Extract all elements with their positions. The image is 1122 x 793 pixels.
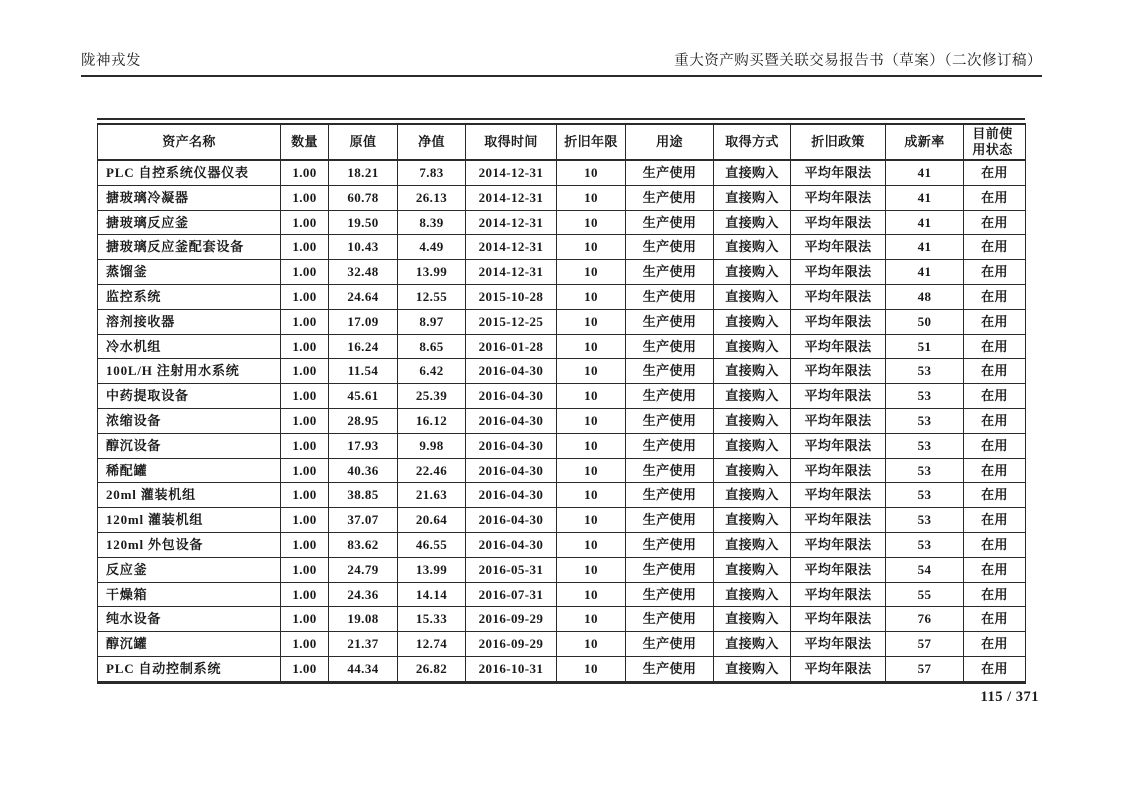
table-cell: 平均年限法 [791,160,886,185]
column-header-label: 目前使用状态 [972,126,1013,157]
table-cell: 1.00 [281,309,329,334]
table-cell: 生产使用 [626,656,714,682]
table-cell: 21.63 [398,483,466,508]
table-row [98,235,1026,260]
table-cell: 2016-10-31 [466,656,557,682]
table-cell: 57 [886,632,964,657]
table-row [98,458,1026,483]
table-cell: 10 [557,309,626,334]
table-cell: 在用 [964,582,1026,607]
table-cell: 1.00 [281,607,329,632]
table-cell: 4.49 [398,235,466,260]
table-cell: 24.64 [329,284,398,309]
table-cell: 1.00 [281,235,329,260]
table-cell: 直接购入 [714,532,791,557]
table-cell: 2016-05-31 [466,557,557,582]
table-cell: 10 [557,334,626,359]
table-cell: 8.97 [398,309,466,334]
table-cell: 10 [557,160,626,185]
table-cell: 2016-04-30 [466,433,557,458]
table-cell: 直接购入 [714,607,791,632]
table-cell: 平均年限法 [791,185,886,210]
table-cell: 1.00 [281,384,329,409]
table-cell: 平均年限法 [791,508,886,533]
table-cell: 1.00 [281,632,329,657]
table-cell: 2015-12-25 [466,309,557,334]
column-header [791,124,886,160]
column-header-label: 取得时间 [484,134,538,150]
table-cell: 28.95 [329,408,398,433]
table-cell: 10 [557,384,626,409]
table-cell: 2016-01-28 [466,334,557,359]
table-cell: 直接购入 [714,309,791,334]
table-row [98,557,1026,582]
table-cell: 10 [557,284,626,309]
table-cell: 10 [557,359,626,384]
table-cell: 平均年限法 [791,284,886,309]
table-row [98,359,1026,384]
table-cell: 2016-09-29 [466,607,557,632]
table-cell: 54 [886,557,964,582]
table-cell: 直接购入 [714,185,791,210]
table-cell: 2016-04-30 [466,532,557,557]
table-cell: 1.00 [281,260,329,285]
table-cell: 24.36 [329,582,398,607]
table-cell: 40.36 [329,458,398,483]
table-cell: 在用 [964,260,1026,285]
table-cell: 53 [886,483,964,508]
table-cell: 19.08 [329,607,398,632]
asset-name-cell: 120ml 灌装机组 [98,508,281,533]
table-row [98,483,1026,508]
column-header-label: 取得方式 [725,134,779,150]
table-cell: 2016-04-30 [466,483,557,508]
table-cell: 平均年限法 [791,483,886,508]
table-cell: 8.39 [398,210,466,235]
table-cell: 2016-09-29 [466,632,557,657]
table-cell: 10 [557,632,626,657]
column-header-label: 用途 [656,134,683,150]
table-cell: 1.00 [281,458,329,483]
table-cell: 16.24 [329,334,398,359]
table-cell: 生产使用 [626,359,714,384]
table-cell: 直接购入 [714,433,791,458]
table-cell: 生产使用 [626,632,714,657]
table-cell: 55 [886,582,964,607]
table-cell: 1.00 [281,483,329,508]
table-cell: 8.65 [398,334,466,359]
table-cell: 26.13 [398,185,466,210]
table-cell: 在用 [964,433,1026,458]
table-cell: 1.00 [281,408,329,433]
table-cell: 2014-12-31 [466,160,557,185]
column-header-label: 成新率 [904,134,945,150]
table-cell: 2014-12-31 [466,210,557,235]
table-row [98,334,1026,359]
table-cell: 10 [557,458,626,483]
table-cell: 51 [886,334,964,359]
table-cell: 53 [886,532,964,557]
table-cell: 2014-12-31 [466,260,557,285]
table-cell: 10 [557,656,626,682]
table-cell: 10 [557,607,626,632]
header-right-text: 重大资产购买暨关联交易报告书（草案）（二次修订稿） [674,53,1042,69]
table-cell: 18.21 [329,160,398,185]
table-cell: 平均年限法 [791,532,886,557]
table-cell: 直接购入 [714,557,791,582]
table-cell: 19.50 [329,210,398,235]
table-cell: 37.07 [329,508,398,533]
table-cell: 50 [886,309,964,334]
table-cell: 22.46 [398,458,466,483]
column-header [281,124,329,160]
table-cell: 平均年限法 [791,235,886,260]
asset-name-cell: PLC 自控系统仪器仪表 [98,160,281,185]
table-cell: 在用 [964,458,1026,483]
table-cell: 10 [557,483,626,508]
table-cell: 在用 [964,185,1026,210]
table-cell: 在用 [964,160,1026,185]
table-cell: 在用 [964,557,1026,582]
table-cell: 直接购入 [714,632,791,657]
table-cell: 2016-04-30 [466,408,557,433]
table-cell: 7.83 [398,160,466,185]
table-row [98,210,1026,235]
table-cell: 25.39 [398,384,466,409]
table-cell: 60.78 [329,185,398,210]
table-cell: 10 [557,508,626,533]
doc-header [81,49,1042,77]
table-cell: 53 [886,359,964,384]
page-number: 115 / 371 [980,689,1039,705]
table-cell: 生产使用 [626,384,714,409]
table-cell: 1.00 [281,160,329,185]
asset-name-cell: 醇沉罐 [98,632,281,657]
table-cell: 直接购入 [714,384,791,409]
table-cell: 57 [886,656,964,682]
table-cell: 生产使用 [626,185,714,210]
table-cell: 平均年限法 [791,557,886,582]
table-row [98,408,1026,433]
table-cell: 在用 [964,532,1026,557]
table-cell: 直接购入 [714,508,791,533]
asset-name-cell: 溶剂接收器 [98,309,281,334]
table-cell: 10.43 [329,235,398,260]
table-cell: 2016-04-30 [466,508,557,533]
table-cell: 2014-12-31 [466,185,557,210]
asset-name-cell: 搪玻璃反应釜 [98,210,281,235]
table-cell: 在用 [964,359,1026,384]
table-cell: 21.37 [329,632,398,657]
table-cell: 1.00 [281,582,329,607]
table-cell: 2015-10-28 [466,284,557,309]
table-row [98,284,1026,309]
table-cell: 41 [886,260,964,285]
table-cell: 2016-04-30 [466,359,557,384]
table-cell: 平均年限法 [791,384,886,409]
table-cell: 53 [886,433,964,458]
table-cell: 53 [886,384,964,409]
table-cell: 1.00 [281,433,329,458]
table-cell: 生产使用 [626,483,714,508]
table-cell: 1.00 [281,359,329,384]
column-header [626,124,714,160]
table-cell: 生产使用 [626,508,714,533]
table-cell: 38.85 [329,483,398,508]
table-cell: 10 [557,235,626,260]
table-cell: 直接购入 [714,656,791,682]
asset-table-container [97,118,1025,684]
asset-name-cell: 120ml 外包设备 [98,532,281,557]
table-cell: 1.00 [281,557,329,582]
column-header [964,124,1026,160]
table-cell: 44.34 [329,656,398,682]
asset-name-cell: 100L/H 注射用水系统 [98,359,281,384]
table-cell: 12.55 [398,284,466,309]
table-cell: 直接购入 [714,334,791,359]
table-cell: 53 [886,458,964,483]
table-cell: 生产使用 [626,582,714,607]
table-cell: 45.61 [329,384,398,409]
table-cell: 生产使用 [626,557,714,582]
table-cell: 41 [886,160,964,185]
table-row [98,433,1026,458]
column-header [98,124,281,160]
table-cell: 13.99 [398,557,466,582]
table-cell: 在用 [964,309,1026,334]
table-cell: 2014-12-31 [466,235,557,260]
column-header [886,124,964,160]
table-cell: 在用 [964,284,1026,309]
table-cell: 10 [557,408,626,433]
table-row [98,582,1026,607]
table-row [98,185,1026,210]
table-cell: 生产使用 [626,334,714,359]
table-cell: 53 [886,408,964,433]
table-cell: 13.99 [398,260,466,285]
table-cell: 在用 [964,656,1026,682]
table-cell: 17.09 [329,309,398,334]
table-cell: 直接购入 [714,260,791,285]
table-row [98,656,1026,682]
table-cell: 10 [557,185,626,210]
table-cell: 1.00 [281,210,329,235]
column-header [329,124,398,160]
header-left-text: 陇神戎发 [81,53,141,69]
asset-name-cell: 浓缩设备 [98,408,281,433]
header-row [98,124,1026,160]
table-cell: 10 [557,260,626,285]
table-cell: 生产使用 [626,160,714,185]
table-cell: 53 [886,508,964,533]
table-row [98,607,1026,632]
asset-name-cell: 20ml 灌装机组 [98,483,281,508]
table-cell: 生产使用 [626,607,714,632]
table-cell: 平均年限法 [791,210,886,235]
table-cell: 10 [557,532,626,557]
table-cell: 2016-04-30 [466,384,557,409]
table-cell: 平均年限法 [791,260,886,285]
asset-name-cell: PLC 自动控制系统 [98,656,281,682]
table-cell: 平均年限法 [791,458,886,483]
table-cell: 直接购入 [714,483,791,508]
table-cell: 83.62 [329,532,398,557]
table-head [98,124,1026,160]
table-cell: 26.82 [398,656,466,682]
table-cell: 在用 [964,384,1026,409]
table-cell: 14.14 [398,582,466,607]
table-cell: 10 [557,433,626,458]
table-row [98,532,1026,557]
table-cell: 在用 [964,508,1026,533]
table-cell: 生产使用 [626,458,714,483]
table-cell: 平均年限法 [791,607,886,632]
table-cell: 24.79 [329,557,398,582]
column-header-label: 数量 [291,134,318,150]
table-cell: 在用 [964,210,1026,235]
table-cell: 1.00 [281,656,329,682]
table-row [98,632,1026,657]
asset-name-cell: 搪玻璃反应釜配套设备 [98,235,281,260]
table-cell: 16.12 [398,408,466,433]
asset-name-cell: 纯水设备 [98,607,281,632]
table-cell: 10 [557,582,626,607]
column-header-label: 折旧年限 [564,134,618,150]
table-cell: 1.00 [281,284,329,309]
table-cell: 平均年限法 [791,656,886,682]
table-cell: 2016-07-31 [466,582,557,607]
table-cell: 平均年限法 [791,334,886,359]
table-cell: 10 [557,210,626,235]
table-cell: 20.64 [398,508,466,533]
column-header-label: 折旧政策 [811,134,865,150]
table-row [98,384,1026,409]
table-cell: 生产使用 [626,408,714,433]
column-header [557,124,626,160]
table-row [98,508,1026,533]
table-cell: 15.33 [398,607,466,632]
table-cell: 直接购入 [714,458,791,483]
table-cell: 10 [557,557,626,582]
column-header-label: 原值 [349,134,377,150]
asset-table [97,123,1026,684]
table-cell: 平均年限法 [791,408,886,433]
table-body [98,160,1026,682]
table-cell: 生产使用 [626,210,714,235]
table-cell: 生产使用 [626,260,714,285]
table-cell: 在用 [964,632,1026,657]
asset-name-cell: 蒸馏釜 [98,260,281,285]
table-cell: 76 [886,607,964,632]
table-row [98,309,1026,334]
table-cell: 生产使用 [626,433,714,458]
table-cell: 11.54 [329,359,398,384]
asset-name-cell: 稀配罐 [98,458,281,483]
table-cell: 直接购入 [714,359,791,384]
table-cell: 直接购入 [714,284,791,309]
table-cell: 生产使用 [626,532,714,557]
table-cell: 1.00 [281,185,329,210]
asset-name-cell: 搪玻璃冷凝器 [98,185,281,210]
asset-name-cell: 监控系统 [98,284,281,309]
table-cell: 生产使用 [626,284,714,309]
asset-name-cell: 醇沉设备 [98,433,281,458]
table-cell: 32.48 [329,260,398,285]
column-header [466,124,557,160]
table-cell: 41 [886,210,964,235]
table-cell: 1.00 [281,508,329,533]
column-header [714,124,791,160]
column-header-label: 净值 [418,134,445,150]
table-cell: 平均年限法 [791,309,886,334]
table-cell: 9.98 [398,433,466,458]
asset-name-cell: 反应釜 [98,557,281,582]
table-cell: 平均年限法 [791,359,886,384]
table-cell: 12.74 [398,632,466,657]
table-cell: 在用 [964,235,1026,260]
table-cell: 生产使用 [626,309,714,334]
table-cell: 在用 [964,408,1026,433]
table-cell: 直接购入 [714,582,791,607]
table-cell: 直接购入 [714,235,791,260]
table-cell: 平均年限法 [791,582,886,607]
table-cell: 平均年限法 [791,632,886,657]
table-cell: 在用 [964,483,1026,508]
table-cell: 直接购入 [714,160,791,185]
table-row [98,260,1026,285]
table-cell: 直接购入 [714,408,791,433]
table-cell: 41 [886,235,964,260]
table-cell: 1.00 [281,532,329,557]
table-cell: 在用 [964,607,1026,632]
table-row [98,160,1026,185]
table-cell: 6.42 [398,359,466,384]
table-cell: 平均年限法 [791,433,886,458]
asset-name-cell: 干燥箱 [98,582,281,607]
table-cell: 48 [886,284,964,309]
column-header [398,124,466,160]
asset-name-cell: 冷水机组 [98,334,281,359]
table-cell: 17.93 [329,433,398,458]
table-cell: 41 [886,185,964,210]
table-cell: 直接购入 [714,210,791,235]
table-cell: 生产使用 [626,235,714,260]
asset-name-cell: 中药提取设备 [98,384,281,409]
table-cell: 1.00 [281,334,329,359]
table-cell: 在用 [964,334,1026,359]
table-cell: 46.55 [398,532,466,557]
column-header-label: 资产名称 [162,134,216,150]
table-cell: 2016-04-30 [466,458,557,483]
